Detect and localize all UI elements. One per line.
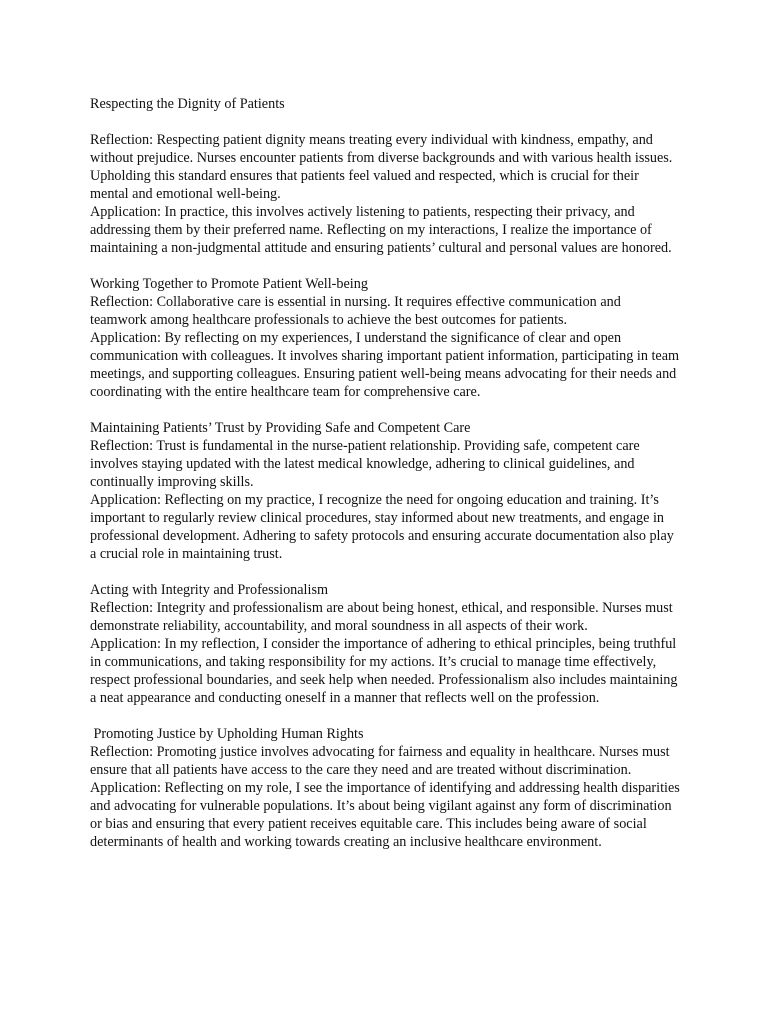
reflection-paragraph: Reflection: Integrity and professionalism are about being honest, ethical, and responsible. Nurses must demonstrate reliability, accountability, and moral soundness in all aspects of their work.: [90, 600, 673, 634]
reflection-paragraph: Reflection: Promoting justice involves advocating for fairness and equality in healthcare. Nurses must ensure that all patients have access to the care they need and are treated without discrimination.: [90, 744, 670, 778]
application-paragraph: Application: Reflecting on my role, I see the importance of identifying and addressing health disparities and advocating for vulnerable populations. It’s about being vigilant against any form of discrimination or bias and ensuring that every patient receives equitable care. This includes being aware of social determinants of health and working towards creating an inclusive healthcare environment.: [90, 780, 680, 850]
section-trust: [90, 419, 680, 563]
application-paragraph: Application: In practice, this involves actively listening to patients, respecting their privacy, and addressing them by their preferred name. Reflecting on my interactions, I realize the importance of maintaining a non-judgmental attitude and ensuring patients’ cultural and personal values are honored.: [90, 204, 672, 256]
section-justice: [90, 725, 680, 851]
application-paragraph: Application: Reflecting on my practice, I recognize the need for ongoing education and training. It’s important to regularly review clinical procedures, stay informed about new treatments, and engage in professional development. Adhering to safety protocols and ensuring accurate documentation also play a crucial role in maintaining trust.: [90, 492, 674, 562]
section-heading: Working Together to Promote Patient Well-being: [90, 276, 368, 292]
section-heading: Maintaining Patients’ Trust by Providing Safe and Competent Care: [90, 420, 471, 436]
reflection-paragraph: Reflection: Trust is fundamental in the nurse-patient relationship. Providing safe, competent care involves staying updated with the latest medical knowledge, adhering to clinical guidelines, and continually improving skills.: [90, 438, 640, 490]
document-title: Respecting the Dignity of Patients: [90, 96, 285, 112]
document-page: [90, 95, 680, 869]
application-paragraph: Application: In my reflection, I consider the importance of adhering to ethical principles, being truthful in communications, and taking responsibility for my actions. It’s crucial to manage time effectively, respect professional boundaries, and seek help when needed. Professionalism also includes maintaining a neat appearance and conducting oneself in a manner that reflects well on the profession.: [90, 636, 678, 706]
application-paragraph: Application: By reflecting on my experiences, I understand the significance of clear and open communication with colleagues. It involves sharing important patient information, participating in team meetings, and supporting colleagues. Ensuring patient well-being means advocating for their needs and coordinating with the entire healthcare team for comprehensive care.: [90, 330, 680, 400]
section-heading: Promoting Justice by Upholding Human Rights: [90, 726, 364, 742]
section-dignity: [90, 131, 680, 257]
section-working-together: [90, 275, 680, 401]
section-heading: Acting with Integrity and Professionalism: [90, 582, 329, 598]
section-integrity: [90, 581, 680, 707]
reflection-paragraph: Reflection: Collaborative care is essential in nursing. It requires effective communication and teamwork among healthcare professionals to achieve the best outcomes for patients.: [90, 294, 621, 328]
reflection-paragraph: Reflection: Respecting patient dignity means treating every individual with kindness, empathy, and without prejudice. Nurses encounter patients from diverse backgrounds and with various health issues. Upholding this standard ensures that patients feel valued and respected, which is crucial for their mental and emotional well-being.: [90, 132, 673, 202]
